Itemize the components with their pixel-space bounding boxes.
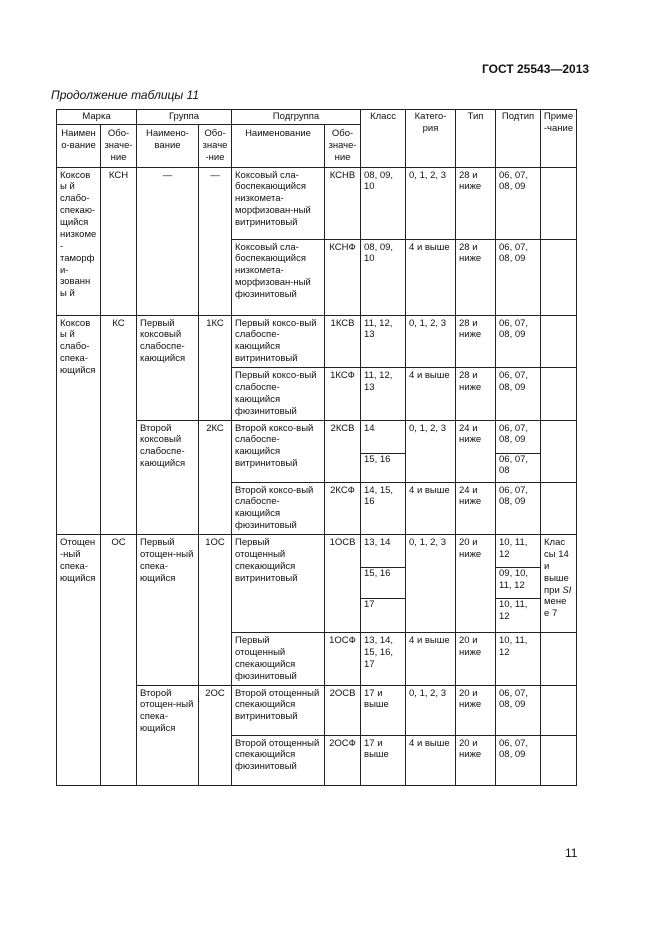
subgroup-name-cell: Второй отощенный спекающийся фюзинитовый: [232, 735, 325, 785]
subgroup-code-cell: КСНВ: [325, 167, 361, 239]
podtip-cell: 06, 07, 08, 09: [496, 167, 541, 239]
kategoriya-cell: 0, 1, 2, 3: [406, 167, 456, 239]
header-row-1: [57, 110, 577, 125]
klass-cell: 17 и выше: [361, 685, 406, 735]
group-name-cell: Первый коксовый слабоспе-кающийся: [137, 315, 199, 420]
podtip-cell: 06, 07, 08, 09: [496, 685, 541, 735]
podtip-subcell: 06, 07, 08: [499, 453, 529, 477]
subgroup-code-cell: 2КСФ: [325, 482, 361, 535]
podtip-cell: 06, 07, 08, 09: [496, 735, 541, 785]
marka-code-cell: ОС: [101, 535, 137, 786]
note-symbol: SI: [562, 584, 572, 596]
subgroup-name-cell: Первый коксо-вый слабоспе-кающийся витринитовый: [232, 315, 325, 368]
klass-subcell: 17: [364, 599, 375, 610]
kategoriya-cell: 0, 1, 2, 3: [406, 535, 456, 633]
kategoriya-cell: 4 и выше: [406, 735, 456, 785]
tip-cell: 24 и ниже: [456, 420, 496, 482]
klass-subcell: 13, 14: [361, 535, 405, 568]
podtip-subcell: 10, 11, 12: [496, 535, 540, 568]
note-cell: [541, 633, 577, 686]
note-cell: [541, 315, 577, 368]
podtip-cell: 10, 11, 12: [496, 633, 541, 686]
group-name-cell: Второй коксовый слабоспе-кающийся: [137, 420, 199, 535]
header-tip: Тип: [456, 110, 496, 168]
note-cell: [541, 685, 577, 735]
header-primechanie: Приме-чание: [541, 110, 577, 168]
subgroup-code-cell: 1ОСВ: [325, 535, 361, 633]
coal-classification-table: [56, 109, 577, 786]
header-podgruppa: Подгруппа: [232, 110, 361, 125]
podtip-cell: [496, 535, 541, 633]
subgroup-code-cell: 2ОСВ: [325, 685, 361, 735]
klass-subcell: 15, 16: [361, 566, 405, 599]
group-code-cell: 1ОС: [199, 535, 232, 686]
subgroup-name-cell: Коксовый сла-боспекающийся низкомета-морфизован-ный фюзинитовый: [232, 239, 325, 315]
kategoriya-cell: 4 и выше: [406, 239, 456, 315]
header-group-code: Обо-значе-ние: [199, 124, 232, 167]
tip-cell: 20 и ниже: [456, 735, 496, 785]
table-row: [57, 535, 577, 633]
note-text: мене е 7: [544, 596, 567, 620]
note-cell: [541, 368, 577, 421]
tip-cell: 20 и ниже: [456, 633, 496, 686]
marka-name-cell: Коксовы й слабо-спекаю-щийся низкоме - таморф и-зованны й: [57, 167, 101, 315]
header-group-name: Наимено-вание: [137, 124, 199, 167]
klass-cell: 08, 09, 10: [361, 167, 406, 239]
marka-name-cell: Коксовы й слабо-спека-ющийся: [57, 315, 101, 535]
table-row: [57, 167, 577, 239]
group-code-cell: 2ОС: [199, 685, 232, 785]
kategoriya-cell: 4 и выше: [406, 482, 456, 535]
tip-cell: 28 и ниже: [456, 368, 496, 421]
podtip-cell: 06, 07, 08, 09: [496, 315, 541, 368]
klass-cell: 08, 09, 10: [361, 239, 406, 315]
group-name-cell: —: [137, 167, 199, 315]
header-marka-name: Наимен о-вание: [57, 124, 101, 167]
note-cell: [541, 535, 577, 633]
klass-cell: 11, 12, 13: [361, 315, 406, 368]
subgroup-name-cell: Коксовый сла-боспекающийся низкомета-морфизован-ный витринитовый: [232, 167, 325, 239]
podtip-subcell: 09, 10, 11, 12: [496, 566, 540, 599]
subgroup-code-cell: 2КСВ: [325, 420, 361, 482]
marka-code-cell: КС: [101, 315, 137, 535]
subgroup-code-cell: 1КСФ: [325, 368, 361, 421]
kategoriya-cell: 0, 1, 2, 3: [406, 685, 456, 735]
group-code-cell: 2КС: [199, 420, 232, 535]
note-cell: [541, 735, 577, 785]
header-podtip: Подтип: [496, 110, 541, 168]
klass-cell: 13, 14, 15, 16, 17: [361, 633, 406, 686]
podtip-cell: 06, 07, 08, 09: [496, 239, 541, 315]
subgroup-code-cell: 1ОСФ: [325, 633, 361, 686]
table-caption: Продолжение таблицы 11: [51, 88, 200, 102]
klass-cell: [361, 420, 406, 482]
kategoriya-cell: 0, 1, 2, 3: [406, 420, 456, 482]
note-text: Клас сы 14 и выше при: [544, 537, 569, 596]
header-subgroup-name: Наименование: [232, 124, 325, 167]
subgroup-name-cell: Первый отощенный спекающийся витринитовый: [232, 535, 325, 633]
note-cell: [541, 482, 577, 535]
table-row: [57, 315, 577, 368]
podtip-cell: 06, 07, 08, 09: [496, 482, 541, 535]
tip-cell: 20 и ниже: [456, 535, 496, 633]
kategoriya-cell: 0, 1, 2, 3: [406, 315, 456, 368]
note-cell: [541, 420, 577, 482]
klass-cell: 17 и выше: [361, 735, 406, 785]
podtip-subcell: 10, 11, 12: [499, 599, 528, 622]
klass-subcell: 14: [361, 421, 405, 454]
podtip-subcell: 06, 07, 08, 09: [496, 421, 540, 454]
group-name-cell: Второй отощен-ный спека-ющийся: [137, 685, 199, 785]
marka-code-cell: КСН: [101, 167, 137, 315]
subgroup-code-cell: КСНФ: [325, 239, 361, 315]
tip-cell: 28 и ниже: [456, 315, 496, 368]
kategoriya-cell: 4 и выше: [406, 633, 456, 686]
subgroup-code-cell: 1КСВ: [325, 315, 361, 368]
standard-number: ГОСТ 25543—2013: [482, 62, 590, 76]
marka-name-cell: Отощен-ный спека-ющийся: [57, 535, 101, 786]
subgroup-name-cell: Второй коксо-вый слабоспе-кающийся фюзинитовый: [232, 482, 325, 535]
podtip-cell: [496, 420, 541, 482]
subgroup-name-cell: Первый коксо-вый слабоспе-кающийся фюзинитовый: [232, 368, 325, 421]
subgroup-name-cell: Второй коксо-вый слабоспе-кающийся витринитовый: [232, 420, 325, 482]
klass-subcell: 15, 16: [364, 453, 391, 465]
tip-cell: 24 и ниже: [456, 482, 496, 535]
tip-cell: 20 и ниже: [456, 685, 496, 735]
header-subgroup-code: Обо-значе-ние: [325, 124, 361, 167]
header-klass: Класс: [361, 110, 406, 168]
klass-cell: 14, 15, 16: [361, 482, 406, 535]
note-cell: [541, 239, 577, 315]
header-marka-code: Обо-значе-ние: [101, 124, 137, 167]
header-marka: Марка: [57, 110, 137, 125]
klass-cell: [361, 535, 406, 633]
header-kategoriya: Катего-рия: [406, 110, 456, 168]
klass-cell: 11, 12, 13: [361, 368, 406, 421]
group-name-cell: Первый отощен-ный спека-ющийся: [137, 535, 199, 686]
tip-cell: 28 и ниже: [456, 239, 496, 315]
group-code-cell: —: [199, 167, 232, 315]
subgroup-code-cell: 2ОСФ: [325, 735, 361, 785]
group-code-cell: 1КС: [199, 315, 232, 420]
subgroup-name-cell: Второй отощенный спекающийся витринитовый: [232, 685, 325, 735]
podtip-cell: 06, 07, 08, 09: [496, 368, 541, 421]
note-cell: [541, 167, 577, 239]
tip-cell: 28 и ниже: [456, 167, 496, 239]
page-number: 11: [565, 846, 578, 860]
header-gruppa: Группа: [137, 110, 232, 125]
subgroup-name-cell: Первый отощенный спекающийся фюзинитовый: [232, 633, 325, 686]
kategoriya-cell: 4 и выше: [406, 368, 456, 421]
